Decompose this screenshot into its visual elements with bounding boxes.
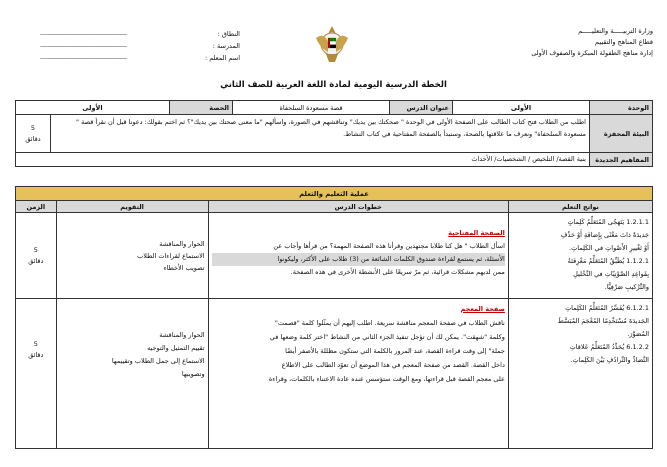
warmup-text: اطلب من الطلاب فتح كتاب الطالب على الصفحة الأولى في الوحدة " صحكتك بين يديك" وتناقشهم في الصورة، واسألهم "ما معنى صحتك بين يديك"؟ ثم اختم بقولك: دعونا قبل أن نقرأ قصة " مسعودة السلحفاة" ونعرف ما علاقتها بالصحة، وسنبدأ بالصفحة المفتاحية في كتاب النشاط.: [51, 115, 590, 153]
ministry-header: [453, 26, 653, 59]
page-title: الخطة الدرسية اليومية لمادة اللغة العربية للصف الثاني: [220, 80, 447, 90]
session-label: الحصة: [170, 101, 233, 115]
outcomes-cell: 6.1.2.1 يُفَسِّرُ المُتَعَلِّمُ الكَلِماتِ الجَديدَةَ مُسْتَخْدِمًا المُعْجَمَ المُبَسَّطَ المُصَوَّرَ. 6.1.2.2 يُحَدِّدُ المُتَعَلِّمُ عَلاقاتِ التَّضادِّ والتَّرادُفِ بَيْنَ الكَلِماتِ.: [508, 299, 652, 449]
lesson-info-table: [15, 100, 653, 167]
concepts-value: بنية القصة/ التلخيص / الشخصيات/ الأحداث: [16, 153, 590, 167]
ministry-name: وزارة التربيـــــة والتعليـــــم: [578, 27, 653, 35]
sector-name: قطاع المناهج والتقييم: [595, 38, 653, 46]
teacher-label: اسم المعلم :: [204, 54, 240, 62]
school-label: المدرسة :: [212, 42, 240, 50]
table-row: [16, 213, 653, 299]
process-header: عملية التعليم والتعلم: [16, 187, 653, 201]
outcomes-cell: 1.2.1.1 يَتَهَجّى المُتَعَلِّمُ كَلِماتٍ جَديدَةً ذاتَ مَعْنًى بِإِضافَةِ أَوْ حَذْفِ أَوْ تَغْييرِ الأَصْواتِ في الكَلِماتِ. 1.1.2.1 يُطَبِّقُ المُتَعَلِّمُ مَعْرِفَتَهُ بِقَواعِدِ الصَّوْتِيّاتِ في التَّحْليلِ والتَّرْكيبِ صَرْفِيًّا.: [508, 213, 652, 299]
table-row: [16, 299, 653, 449]
time-header: الزمن: [16, 201, 57, 213]
assessment-cell: الحوار والمناقشة الاستماع لقراءات الطلاب تصويب الأخطاء: [56, 213, 208, 299]
uae-emblem-icon: [310, 22, 354, 66]
warmup-label: البيئة المحفزة: [590, 115, 653, 153]
unit-value: الأولى: [453, 101, 590, 115]
steps-cell: الصفحة المفتاحية اسأل الطلاب " هل كنا طلابا مجتهدين وقرأنا هذه الصفحة المهمة؟ من قرأها وأجاب عن الأسئلة، ثم يستمع لقراءة صندوق الكلمات الشائعة من (3) طلاب على الأكثر، وليكونوا ممن لديهم مشكلات قرائية، ثم مرّ سريعًا على الأنشطة الأخرى في هذه الصفحة.: [208, 213, 508, 299]
learning-process-table: [15, 186, 653, 449]
teacher-info: [40, 28, 240, 64]
outcomes-header: نواتج التعلم: [508, 201, 652, 213]
region-label: النطاق :: [217, 30, 240, 38]
steps-cell: صفحة المعجم ناقش الطلاب في صفحة المعجم مناقشة سريعة. اطلب إليهم أن يمثّلوا كلمة "قصمت" وكلمة "شهقت". يمكن لك أن تؤجل تنفيذ الجزء الثاني من النشاط "اختر كلمة وضعها في جملة" إلى وقت قراءة القصة، عند المرور بالكلمة التي ستكون مظللة بالأصفر أيضًا داخل القصة. القصد من صفحة المعجم في هذا الموضع أن تعوّد الطالب على الاطلاع على معجم القصة قبل قراءتها، ومع الوقت ستؤسس عنده عادة الاعتناء بالكلمات، وقراءة: [208, 299, 508, 449]
lesson-title-label: عنوان الدرس: [390, 101, 453, 115]
time-cell: 5 دقائق: [16, 299, 57, 449]
teacher-line: اسم المعلم : -----------------------------------------------: [40, 54, 240, 62]
assessment-cell: الحوار والمناقشة تقييم التمثيل والتوجيه الاستماع إلى جمل الطلاب وتقييمها وتصويبها: [56, 299, 208, 449]
session-value: الأولى: [16, 101, 170, 115]
step-title: صفحة المعجم: [460, 305, 505, 313]
step-title: الصفحة المفتاحية: [448, 229, 505, 237]
unit-label: الوحدة: [590, 101, 653, 115]
region-line: النطاق : -----------------------------------------------: [40, 30, 240, 38]
department-name: إدارة مناهج الطفولة المبكرة والصفوف الأولى: [531, 49, 653, 57]
lesson-title-value: قصة مسعودة السلحفاة: [233, 101, 390, 115]
concepts-label: المفاهيم الجديدة: [590, 153, 653, 167]
steps-header: خطوات الدرس: [208, 201, 508, 213]
warmup-time: 5 دقائق: [16, 115, 51, 153]
time-cell: 5 دقائق: [16, 213, 57, 299]
assessment-header: التقويم: [56, 201, 208, 213]
school-line: المدرسة : -----------------------------------------------: [40, 42, 240, 50]
